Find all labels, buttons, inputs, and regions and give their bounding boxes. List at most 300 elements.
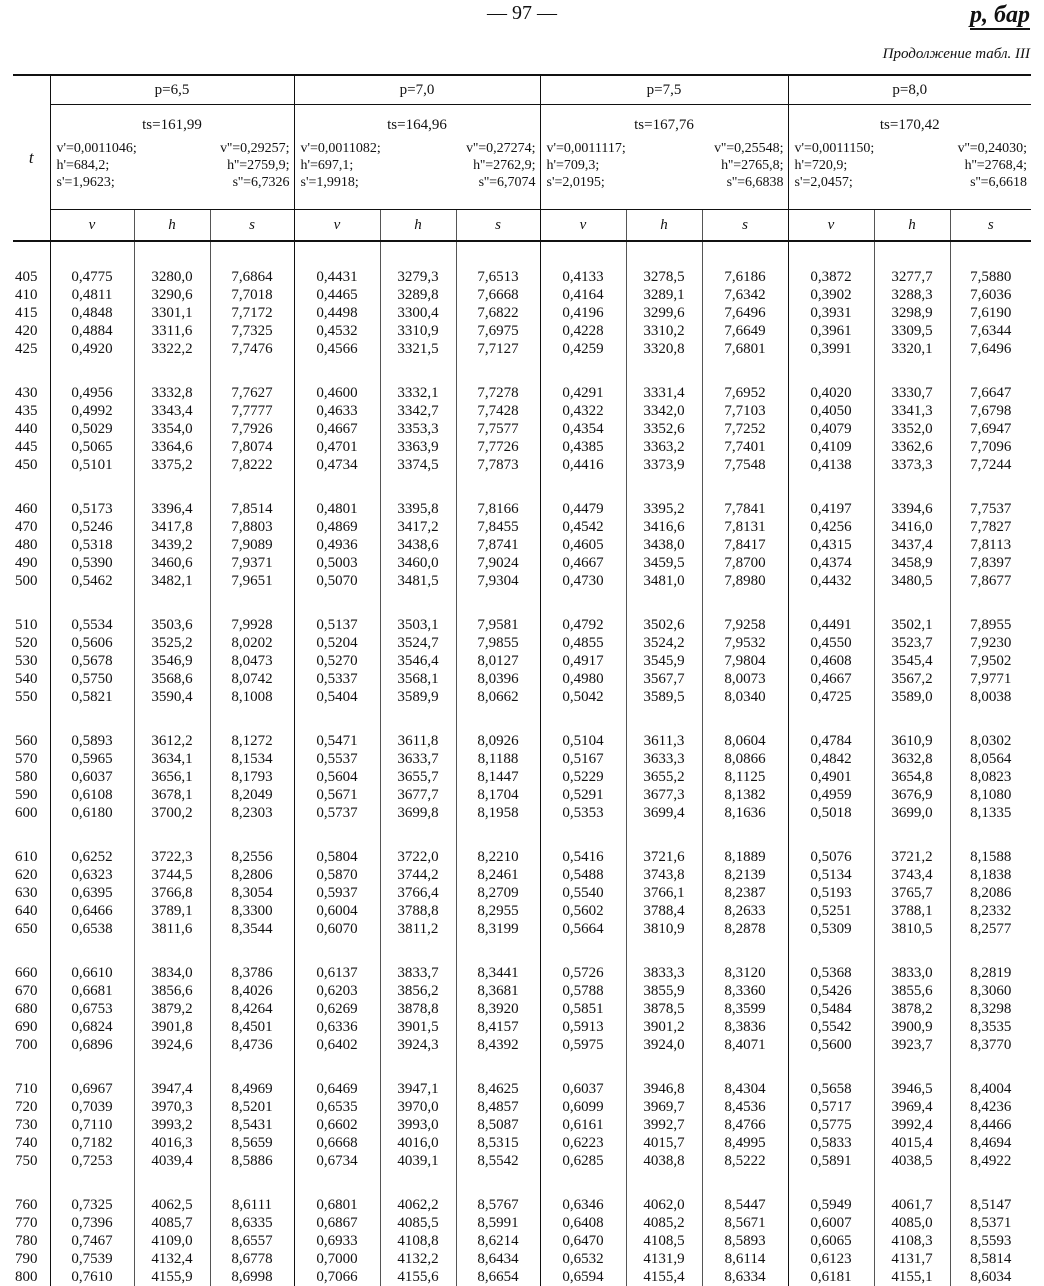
value-cell: 0,4811 bbox=[50, 286, 134, 304]
spacer-cell bbox=[950, 706, 1031, 732]
value-cell: 0,6402 bbox=[294, 1036, 380, 1054]
value-cell: 8,0073 bbox=[702, 670, 788, 688]
value-cell: 0,6180 bbox=[50, 804, 134, 822]
value-cell: 3502,6 bbox=[626, 616, 702, 634]
spacer-cell bbox=[380, 358, 456, 384]
spacer-cell bbox=[210, 822, 294, 848]
value-cell: 8,4922 bbox=[970, 1153, 1012, 1169]
value-cell: 0,4109 bbox=[788, 438, 874, 456]
value-cell: 0,6037 bbox=[540, 1080, 626, 1098]
value-cell: 0,5318 bbox=[50, 536, 134, 554]
spacer-cell bbox=[294, 706, 380, 732]
value-cell: 8,4969 bbox=[210, 1080, 294, 1098]
value-cell: 0,3991 bbox=[788, 340, 874, 358]
value-cell: 0,4608 bbox=[788, 652, 874, 670]
value-cell: 0,5606 bbox=[50, 634, 134, 652]
value-cell: 7,8514 bbox=[210, 500, 294, 518]
value-cell: 3677,3 bbox=[626, 786, 702, 804]
value-cell: 3416,6 bbox=[626, 518, 702, 536]
value-cell: 3878,5 bbox=[626, 1000, 702, 1018]
value-cell: 0,6203 bbox=[294, 982, 380, 1000]
value-cell: 0,4498 bbox=[294, 304, 380, 322]
value-cell: 3524,7 bbox=[380, 634, 456, 652]
value-cell: 3744,5 bbox=[134, 866, 210, 884]
spacer-cell bbox=[50, 590, 134, 616]
value-cell: 4038,5 bbox=[874, 1152, 950, 1170]
value-cell: 8,2878 bbox=[702, 920, 788, 938]
spacer-cell bbox=[380, 1170, 456, 1196]
value-cell: 8,4392 bbox=[456, 1036, 540, 1054]
value-cell: 8,4857 bbox=[456, 1098, 540, 1116]
value-cell: 8,3120 bbox=[702, 964, 788, 982]
value-cell: 0,5750 bbox=[50, 670, 134, 688]
value-cell: 3655,7 bbox=[380, 768, 456, 786]
temperature-cell: 480 bbox=[13, 536, 50, 554]
spacer-cell bbox=[50, 822, 134, 848]
value-cell: 3341,3 bbox=[874, 402, 950, 420]
value-cell: 0,4322 bbox=[540, 402, 626, 420]
spacer-cell bbox=[456, 241, 540, 268]
value-cell: 3700,2 bbox=[134, 804, 210, 822]
pressure-header: p=7,5 bbox=[540, 75, 788, 105]
value-cell: 8,0564 bbox=[970, 751, 1012, 767]
value-cell: 3502,1 bbox=[874, 616, 950, 634]
temperature-cell: 760 bbox=[13, 1196, 50, 1214]
value-cell: 0,4315 bbox=[788, 536, 874, 554]
value-cell: 8,5222 bbox=[702, 1152, 788, 1170]
value-cell: 0,5167 bbox=[540, 750, 626, 768]
spacer-cell bbox=[380, 1054, 456, 1080]
value-cell: 0,4600 bbox=[294, 384, 380, 402]
value-cell: 3332,8 bbox=[134, 384, 210, 402]
value-cell: 0,4196 bbox=[540, 304, 626, 322]
value-cell: 8,5431 bbox=[210, 1116, 294, 1134]
steam-table bbox=[13, 74, 1031, 1286]
value-cell: 7,6036 bbox=[970, 287, 1012, 303]
value-cell: 0,4980 bbox=[540, 670, 626, 688]
value-cell: 0,6181 bbox=[788, 1268, 874, 1286]
value-cell: 8,2332 bbox=[970, 903, 1012, 919]
value-cell: 8,2086 bbox=[970, 885, 1012, 901]
spacer-cell bbox=[788, 706, 874, 732]
table-row bbox=[13, 1116, 1031, 1134]
value-cell: 3924,0 bbox=[626, 1036, 702, 1054]
value-cell: 7,6513 bbox=[456, 268, 540, 286]
value-cell: 3923,7 bbox=[874, 1036, 950, 1054]
table-row bbox=[13, 268, 1031, 286]
value-cell: 0,6734 bbox=[294, 1152, 380, 1170]
value-cell: 7,7096 bbox=[970, 439, 1012, 455]
value-cell: 3856,2 bbox=[380, 982, 456, 1000]
value-cell: 8,1335 bbox=[970, 805, 1012, 821]
table-row bbox=[13, 804, 1031, 822]
value-cell: 3437,4 bbox=[874, 536, 950, 554]
value-cell: 3288,3 bbox=[874, 286, 950, 304]
sat-h2: h''=2762,9; bbox=[473, 158, 536, 173]
value-cell: 3589,0 bbox=[874, 688, 950, 706]
value-cell: 8,6335 bbox=[210, 1214, 294, 1232]
value-cell: 7,8166 bbox=[456, 500, 540, 518]
value-cell: 8,4026 bbox=[210, 982, 294, 1000]
value-cell: 3789,1 bbox=[134, 902, 210, 920]
value-cell: 0,4416 bbox=[540, 456, 626, 474]
value-cell: 3855,6 bbox=[874, 982, 950, 1000]
column-header-s: s bbox=[210, 210, 294, 242]
table-row bbox=[13, 670, 1031, 688]
value-cell: 3946,5 bbox=[874, 1080, 950, 1098]
value-cell: 0,5229 bbox=[540, 768, 626, 786]
value-cell: 3947,4 bbox=[134, 1080, 210, 1098]
value-cell: 3395,2 bbox=[626, 500, 702, 518]
value-cell: 3546,4 bbox=[380, 652, 456, 670]
value-cell: 8,2819 bbox=[970, 965, 1012, 981]
value-cell: 0,4784 bbox=[788, 732, 874, 750]
value-cell: 3878,8 bbox=[380, 1000, 456, 1018]
spacer-cell bbox=[702, 938, 788, 964]
sat-v2: v''=0,24030; bbox=[957, 141, 1028, 156]
value-cell: 7,7777 bbox=[210, 402, 294, 420]
spacer-cell bbox=[294, 474, 380, 500]
value-cell: 8,1793 bbox=[210, 768, 294, 786]
value-cell: 4108,3 bbox=[874, 1232, 950, 1250]
value-cell: 4155,9 bbox=[134, 1268, 210, 1286]
spacer-cell bbox=[702, 706, 788, 732]
value-cell: 7,8397 bbox=[970, 555, 1012, 571]
block-spacer bbox=[13, 358, 1031, 384]
value-cell: 0,6538 bbox=[50, 920, 134, 938]
value-cell: 7,6801 bbox=[702, 340, 788, 358]
value-cell: 0,6137 bbox=[294, 964, 380, 982]
value-cell: 0,5870 bbox=[294, 866, 380, 884]
value-cell: 0,4431 bbox=[294, 268, 380, 286]
table-row bbox=[13, 420, 1031, 438]
table-row bbox=[13, 884, 1031, 902]
value-cell: 0,5671 bbox=[294, 786, 380, 804]
value-cell: 7,9804 bbox=[702, 652, 788, 670]
sat-v2: v''=0,29257; bbox=[220, 141, 290, 156]
spacer-cell bbox=[134, 474, 210, 500]
spacer-cell bbox=[456, 474, 540, 500]
value-cell: 3332,1 bbox=[380, 384, 456, 402]
value-cell: 3993,2 bbox=[134, 1116, 210, 1134]
value-cell: 0,4050 bbox=[788, 402, 874, 420]
value-cell: 0,4566 bbox=[294, 340, 380, 358]
value-cell: 3362,6 bbox=[874, 438, 950, 456]
value-cell: 7,7548 bbox=[702, 456, 788, 474]
value-cell: 0,5804 bbox=[294, 848, 380, 866]
value-cell: 0,6668 bbox=[294, 1134, 380, 1152]
spacer-cell bbox=[13, 241, 50, 268]
table-row bbox=[13, 982, 1031, 1000]
temperature-cell: 770 bbox=[13, 1214, 50, 1232]
t-column-header: t bbox=[13, 75, 50, 241]
value-cell: 3277,7 bbox=[874, 268, 950, 286]
spacer-cell bbox=[950, 590, 1031, 616]
value-cell: 8,1382 bbox=[702, 786, 788, 804]
value-cell: 0,4605 bbox=[540, 536, 626, 554]
block-spacer bbox=[13, 938, 1031, 964]
temperature-cell: 700 bbox=[13, 1036, 50, 1054]
value-cell: 7,8455 bbox=[456, 518, 540, 536]
value-cell: 7,6947 bbox=[970, 421, 1012, 437]
value-cell: 3545,4 bbox=[874, 652, 950, 670]
value-cell: 0,4801 bbox=[294, 500, 380, 518]
spacer-cell bbox=[210, 474, 294, 500]
value-cell: 0,6070 bbox=[294, 920, 380, 938]
value-cell: 3364,6 bbox=[134, 438, 210, 456]
sat-s1: s'=2,0457; bbox=[794, 175, 853, 190]
value-cell: 3374,5 bbox=[380, 456, 456, 474]
value-cell: 3900,9 bbox=[874, 1018, 950, 1036]
value-cell: 0,5484 bbox=[788, 1000, 874, 1018]
value-cell: 7,7278 bbox=[456, 384, 540, 402]
value-cell: 3353,3 bbox=[380, 420, 456, 438]
spacer-cell bbox=[13, 938, 50, 964]
value-cell: 4016,0 bbox=[380, 1134, 456, 1152]
spacer-cell bbox=[540, 1170, 626, 1196]
value-cell: 7,7018 bbox=[210, 286, 294, 304]
spacer-cell bbox=[626, 474, 702, 500]
value-cell: 0,5540 bbox=[540, 884, 626, 902]
value-cell: 0,5353 bbox=[540, 804, 626, 822]
value-cell: 0,4491 bbox=[788, 616, 874, 634]
value-cell: 0,4133 bbox=[540, 268, 626, 286]
value-cell: 3322,2 bbox=[134, 340, 210, 358]
value-cell: 0,6896 bbox=[50, 1036, 134, 1054]
table-row bbox=[13, 554, 1031, 572]
value-cell: 8,6654 bbox=[456, 1268, 540, 1286]
value-cell: 8,4995 bbox=[702, 1134, 788, 1152]
value-cell: 0,6323 bbox=[50, 866, 134, 884]
value-cell: 3632,8 bbox=[874, 750, 950, 768]
table-row bbox=[13, 732, 1031, 750]
value-cell: 0,6681 bbox=[50, 982, 134, 1000]
table-row bbox=[13, 1214, 1031, 1232]
temperature-cell: 520 bbox=[13, 634, 50, 652]
value-cell: 8,2806 bbox=[210, 866, 294, 884]
value-cell: 3320,8 bbox=[626, 340, 702, 358]
spacer-cell bbox=[788, 1054, 874, 1080]
value-cell: 3656,1 bbox=[134, 768, 210, 786]
value-cell: 8,0396 bbox=[456, 670, 540, 688]
spacer-cell bbox=[456, 1054, 540, 1080]
value-cell: 3655,2 bbox=[626, 768, 702, 786]
spacer-cell bbox=[788, 241, 874, 268]
block-spacer bbox=[13, 1054, 1031, 1080]
value-cell: 7,9304 bbox=[456, 572, 540, 590]
value-cell: 0,6285 bbox=[540, 1152, 626, 1170]
value-cell: 3375,2 bbox=[134, 456, 210, 474]
value-cell: 8,5315 bbox=[456, 1134, 540, 1152]
spacer-cell bbox=[702, 474, 788, 500]
value-cell: 3342,0 bbox=[626, 402, 702, 420]
temperature-cell: 720 bbox=[13, 1098, 50, 1116]
value-cell: 0,6007 bbox=[788, 1214, 874, 1232]
column-header-v: v bbox=[50, 210, 134, 242]
spacer-cell bbox=[950, 358, 1031, 384]
value-cell: 3352,6 bbox=[626, 420, 702, 438]
value-cell: 8,5659 bbox=[210, 1134, 294, 1152]
spacer-cell bbox=[210, 241, 294, 268]
value-cell: 0,5600 bbox=[788, 1036, 874, 1054]
value-cell: 3524,2 bbox=[626, 634, 702, 652]
value-cell: 0,7066 bbox=[294, 1268, 380, 1286]
value-cell: 8,6434 bbox=[456, 1250, 540, 1268]
table-row bbox=[13, 322, 1031, 340]
value-cell: 3993,0 bbox=[380, 1116, 456, 1134]
value-cell: 0,4291 bbox=[540, 384, 626, 402]
value-cell: 3992,7 bbox=[626, 1116, 702, 1134]
value-cell: 8,5542 bbox=[456, 1152, 540, 1170]
value-cell: 0,4667 bbox=[294, 420, 380, 438]
temperature-cell: 500 bbox=[13, 572, 50, 590]
spacer-cell bbox=[380, 590, 456, 616]
value-cell: 0,5604 bbox=[294, 768, 380, 786]
spacer-cell bbox=[210, 590, 294, 616]
spacer-cell bbox=[702, 822, 788, 848]
value-cell: 8,1588 bbox=[970, 849, 1012, 865]
value-cell: 8,6111 bbox=[210, 1196, 294, 1214]
value-cell: 7,6186 bbox=[702, 268, 788, 286]
value-cell: 0,5368 bbox=[788, 964, 874, 982]
temperature-cell: 420 bbox=[13, 322, 50, 340]
sat-s1: s'=2,0195; bbox=[546, 175, 605, 190]
value-cell: 8,4157 bbox=[456, 1018, 540, 1036]
value-cell: 3279,3 bbox=[380, 268, 456, 286]
value-cell: 0,6269 bbox=[294, 1000, 380, 1018]
value-cell: 4039,1 bbox=[380, 1152, 456, 1170]
value-cell: 3992,4 bbox=[874, 1116, 950, 1134]
value-cell: 0,4197 bbox=[788, 500, 874, 518]
value-cell: 7,9928 bbox=[210, 616, 294, 634]
value-cell: 7,6864 bbox=[210, 268, 294, 286]
value-cell: 3611,8 bbox=[380, 732, 456, 750]
value-cell: 7,7476 bbox=[210, 340, 294, 358]
value-cell: 3523,7 bbox=[874, 634, 950, 652]
value-cell: 8,4304 bbox=[702, 1080, 788, 1098]
value-cell: 7,9371 bbox=[210, 554, 294, 572]
spacer-cell bbox=[540, 1054, 626, 1080]
value-cell: 0,6252 bbox=[50, 848, 134, 866]
value-cell: 3924,3 bbox=[380, 1036, 456, 1054]
temperature-cell: 750 bbox=[13, 1152, 50, 1170]
value-cell: 8,2049 bbox=[210, 786, 294, 804]
spacer-cell bbox=[294, 1054, 380, 1080]
value-cell: 7,9855 bbox=[456, 634, 540, 652]
value-cell: 3545,9 bbox=[626, 652, 702, 670]
value-cell: 8,0340 bbox=[702, 688, 788, 706]
value-cell: 3568,1 bbox=[380, 670, 456, 688]
table-row bbox=[13, 340, 1031, 358]
table-row bbox=[13, 652, 1031, 670]
value-cell: 4155,4 bbox=[626, 1268, 702, 1286]
value-cell: 8,4004 bbox=[970, 1081, 1012, 1097]
value-cell: 0,4550 bbox=[788, 634, 874, 652]
value-cell: 3503,1 bbox=[380, 616, 456, 634]
value-cell: 8,0127 bbox=[456, 652, 540, 670]
value-cell: 0,6123 bbox=[788, 1250, 874, 1268]
spacer-cell bbox=[294, 358, 380, 384]
value-cell: 3300,4 bbox=[380, 304, 456, 322]
value-cell: 3309,5 bbox=[874, 322, 950, 340]
value-cell: 7,9651 bbox=[210, 572, 294, 590]
block-spacer bbox=[13, 474, 1031, 500]
value-cell: 3947,1 bbox=[380, 1080, 456, 1098]
value-cell: 0,4667 bbox=[788, 670, 874, 688]
value-cell: 3811,2 bbox=[380, 920, 456, 938]
column-header-v: v bbox=[294, 210, 380, 242]
value-cell: 0,6867 bbox=[294, 1214, 380, 1232]
value-cell: 3946,8 bbox=[626, 1080, 702, 1098]
temperature-cell: 670 bbox=[13, 982, 50, 1000]
spacer-cell bbox=[540, 358, 626, 384]
sat-v2: v''=0,25548; bbox=[714, 141, 784, 156]
spacer-cell bbox=[626, 358, 702, 384]
value-cell: 0,6470 bbox=[540, 1232, 626, 1250]
value-cell: 0,5390 bbox=[50, 554, 134, 572]
spacer-cell bbox=[294, 1170, 380, 1196]
value-cell: 0,5717 bbox=[788, 1098, 874, 1116]
spacer-cell bbox=[210, 358, 294, 384]
value-cell: 0,5891 bbox=[788, 1152, 874, 1170]
value-cell: 3459,5 bbox=[626, 554, 702, 572]
value-cell: 4061,7 bbox=[874, 1196, 950, 1214]
value-cell: 8,5087 bbox=[456, 1116, 540, 1134]
spacer-cell bbox=[50, 474, 134, 500]
temperature-cell: 680 bbox=[13, 1000, 50, 1018]
table-row bbox=[13, 688, 1031, 706]
value-cell: 0,3902 bbox=[788, 286, 874, 304]
value-cell: 0,6801 bbox=[294, 1196, 380, 1214]
value-cell: 8,3535 bbox=[970, 1019, 1012, 1035]
spacer-cell bbox=[380, 938, 456, 964]
value-cell: 7,8131 bbox=[702, 518, 788, 536]
value-cell: 8,1447 bbox=[456, 768, 540, 786]
value-cell: 3278,5 bbox=[626, 268, 702, 286]
temperature-cell: 550 bbox=[13, 688, 50, 706]
temperature-cell: 405 bbox=[13, 268, 50, 286]
value-cell: 8,4071 bbox=[702, 1036, 788, 1054]
value-cell: 7,7537 bbox=[970, 501, 1012, 517]
value-cell: 8,1008 bbox=[210, 688, 294, 706]
value-cell: 0,5003 bbox=[294, 554, 380, 572]
value-cell: 0,5737 bbox=[294, 804, 380, 822]
value-cell: 8,0866 bbox=[702, 750, 788, 768]
value-cell: 0,5251 bbox=[788, 902, 874, 920]
temperature-cell: 600 bbox=[13, 804, 50, 822]
spacer-cell bbox=[950, 1054, 1031, 1080]
block-spacer bbox=[13, 1170, 1031, 1196]
spacer-cell bbox=[13, 1054, 50, 1080]
value-cell: 0,6933 bbox=[294, 1232, 380, 1250]
value-cell: 7,8222 bbox=[210, 456, 294, 474]
value-cell: 7,7841 bbox=[702, 500, 788, 518]
value-cell: 0,6967 bbox=[50, 1080, 134, 1098]
temperature-cell: 730 bbox=[13, 1116, 50, 1134]
value-cell: 8,1534 bbox=[210, 750, 294, 768]
value-cell: 3525,2 bbox=[134, 634, 210, 652]
value-cell: 8,6034 bbox=[970, 1269, 1012, 1285]
temperature-cell: 800 bbox=[13, 1268, 50, 1286]
value-cell: 0,5471 bbox=[294, 732, 380, 750]
value-cell: 0,4734 bbox=[294, 456, 380, 474]
block-spacer bbox=[13, 590, 1031, 616]
spacer-cell bbox=[788, 822, 874, 848]
value-cell: 7,7103 bbox=[702, 402, 788, 420]
value-cell: 0,4959 bbox=[788, 786, 874, 804]
value-cell: 0,3872 bbox=[788, 268, 874, 286]
value-cell: 3417,8 bbox=[134, 518, 210, 536]
